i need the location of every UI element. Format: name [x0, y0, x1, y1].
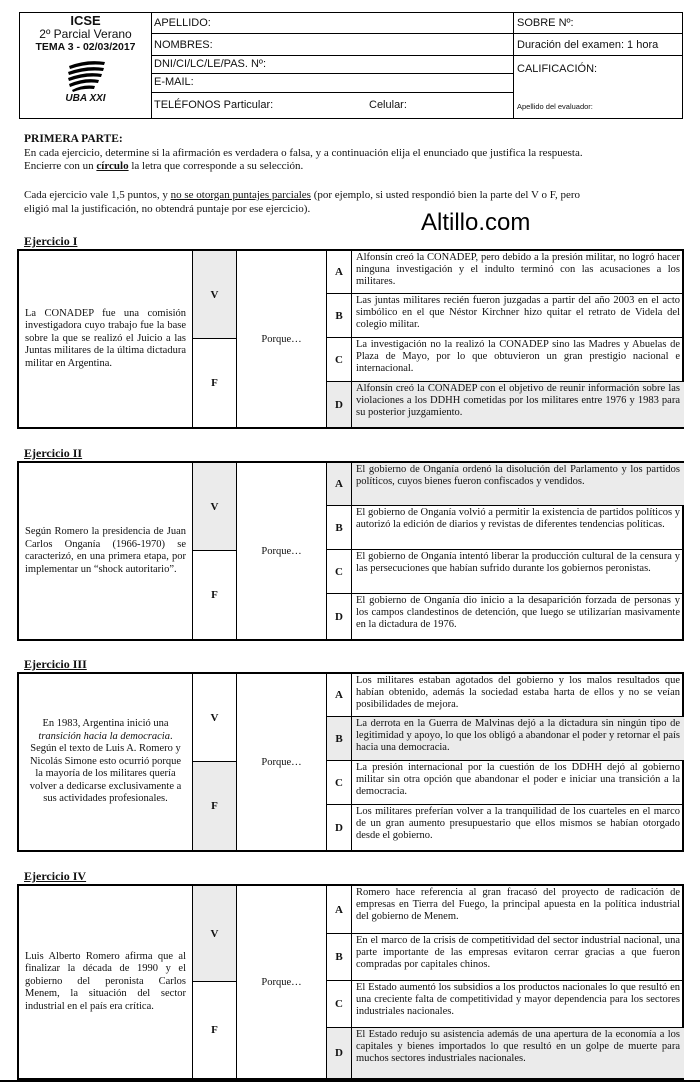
exam-name: 2º Parcial Verano [39, 27, 132, 41]
exercise-statement [19, 463, 193, 639]
section-title: PRIMERA PARTE: [24, 133, 123, 145]
option-text: Alfonsín creó la CONADEP con el objetivo de reunir información sobre las violaciones a los DDHH cometidas por los militares entre 1976 y 1983 para su posterior juzgamiento. [356, 383, 680, 419]
calificacion-label: CALIFICACIÓN: [517, 63, 598, 75]
instr-text: Encierre con un [24, 160, 97, 172]
option-letter[interactable]: A [327, 251, 352, 293]
option-text: El Estado redujo su asistencia además de una apertura de la economía a los capitales y bienes importados lo que resultó en un golpe de muerte para muchos sectores industriales nacionales. [356, 1029, 680, 1065]
apellido-label: APELLIDO: [154, 17, 211, 29]
option-letter[interactable]: B [327, 934, 352, 980]
false-option[interactable]: F [193, 339, 237, 427]
uba-xxi-logo-icon [63, 57, 109, 93]
duracion-cell [513, 34, 682, 56]
org-name: ICSE [70, 13, 101, 28]
option-d[interactable] [327, 805, 684, 850]
porque-label: Porque… [237, 886, 327, 1078]
option-letter[interactable]: A [327, 886, 352, 933]
porque-label: Porque… [237, 463, 327, 639]
option-a[interactable] [327, 674, 684, 717]
option-letter[interactable]: D [327, 805, 352, 850]
option-letter[interactable]: C [327, 550, 352, 593]
false-option[interactable]: F [193, 762, 237, 850]
exercise-statement [19, 886, 193, 1078]
exercise-statement [19, 251, 193, 427]
instr-emphasis: círculo [96, 160, 129, 172]
porque-label: Porque… [237, 251, 327, 427]
option-text: El gobierno de Onganía dio inicio a la desaparición forzada de personas y los campos clandestinos de detención, que luego se utilizarían masivamente en la dictadura de 1976. [356, 595, 680, 631]
exercise-title: Ejercicio II [24, 446, 83, 460]
celular-label: Celular: [369, 99, 407, 111]
option-text: La investigación no la realizó la CONADEP sino las Madres y Abuelas de Plaza de Mayo, por lo que obtuvieron un gran prestigio nacional e internacional. [356, 339, 680, 375]
statement-text: Según Romero la presidencia de Juan Carlos Onganía (1966-1970) se caracterizó, en una primera etapa, por implementar un “shock autoritario”. [25, 526, 186, 575]
option-letter[interactable]: D [327, 1028, 352, 1078]
duracion-label: Duración del examen: 1 hora [517, 39, 659, 51]
nombres-label: NOMBRES: [154, 39, 213, 51]
institution-block [20, 13, 152, 118]
false-option[interactable]: F [193, 982, 237, 1078]
nombres-field[interactable] [151, 34, 513, 56]
option-letter[interactable]: B [327, 717, 352, 760]
option-b[interactable] [327, 506, 684, 550]
option-text: Los militares estaban agotados del gobierno y los malos resultados que habían obtenido, además la sociedad estaba harta de ellos y no se veían posibilidades de mejora. [356, 675, 680, 711]
sobre-field[interactable] [513, 13, 682, 34]
instructions-line-2 [24, 160, 684, 173]
evaluador-field[interactable] [514, 97, 682, 117]
scoring-text: (por ejemplo, si usted respondió bien la parte del V o F, pero [310, 189, 581, 201]
exam-header [19, 12, 683, 119]
option-letter[interactable]: B [327, 506, 352, 549]
instr-text: la letra que corresponde a su selección. [128, 160, 304, 172]
telefono-field[interactable] [151, 93, 391, 118]
option-b[interactable] [327, 717, 684, 761]
option-letter[interactable]: C [327, 338, 352, 381]
statement-part: En 1983, Argentina inició una [42, 718, 169, 730]
option-c[interactable] [327, 981, 684, 1028]
option-letter[interactable]: D [327, 382, 352, 427]
telefono-label: TELÉFONOS Particular: [154, 99, 274, 111]
option-letter[interactable]: A [327, 674, 352, 716]
email-label: E-MAIL: [154, 76, 194, 88]
watermark: Altillo.com [421, 209, 531, 236]
option-text: Alfonsín creó la CONADEP, pero debido a la presión militar, no logró hacer ninguna investigación y el indulto terminó con las acusaciones a los militares. [356, 252, 680, 288]
option-text: El gobierno de Onganía volvió a permitir la existencia de partidos políticos y autorizó la edición de diarios y revistas de diferentes tendencias políticas. [356, 507, 680, 531]
false-option[interactable]: F [193, 551, 237, 639]
option-a[interactable] [327, 251, 684, 294]
statement-part: . Según el texto de Luis A. Romero y Nicolás Simone esto ocurrió porque la mayoría de los militares quería volver a dedicarse exclusivamente a sus actividades profesionales. [29, 730, 182, 805]
dni-label: DNI/CI/LC/LE/PAS. Nº: [154, 58, 267, 70]
option-letter[interactable]: A [327, 463, 352, 505]
statement-text: Luis Alberto Romero afirma que al finalizar la década de 1990 y el gobierno del peronista Carlos Menem, la situación del sector industrial en el país era crítica. [25, 950, 186, 1012]
scoring-line-2: eligió mal la justificación, no obtendrá puntaje por ese ejercicio). [24, 203, 311, 215]
evaluador-label: Apellido del evaluador: [517, 102, 593, 111]
statement-emphasis: transición hacia la democracia [38, 730, 170, 742]
option-text: Romero hace referencia al gran fracasó del proyecto de radicación de empresas en Tierra del Fuego, la principal apuesta en la política industrial del gobierno de Menem. [356, 887, 680, 923]
exam-topic-date: TEMA 3 - 02/03/2017 [35, 41, 136, 53]
option-text: El gobierno de Onganía ordenó la disolución del Parlamento y los partidos políticos, cuyos bienes fueron confiscados y vendidos. [356, 464, 680, 488]
scoring-text: Cada ejercicio vale 1,5 puntos, y [24, 189, 171, 201]
email-field[interactable] [151, 74, 513, 93]
scoring-emphasis: no se otorgan puntajes parciales [170, 189, 311, 201]
option-text: Los militares preferían volver a la tranquilidad de los cuarteles en el marco de un gran aumento presupuestario que ellos mismos se habían otorgado desde el gobierno. [356, 806, 680, 842]
option-text: El gobierno de Onganía intentó liberar la producción cultural de la censura y las persecuciones que habían sufrido durante los gobiernos peronistas. [356, 551, 680, 575]
true-option[interactable]: V [193, 463, 237, 551]
option-d[interactable] [327, 1028, 684, 1078]
logo-text: UBA XXI [65, 93, 106, 104]
option-text: La presión internacional por la cuestión de los DDHH dejó al gobierno militar sin otra opción que abandonar el poder e iniciar una transición a la democracia. [356, 762, 680, 798]
exercise-1-table [17, 249, 684, 429]
page-bottom-rule [0, 1080, 700, 1082]
exercise-statement [19, 674, 193, 850]
porque-label: Porque… [237, 674, 327, 850]
statement-text [25, 718, 186, 806]
dni-field[interactable] [151, 56, 513, 74]
sobre-label: SOBRE Nº: [517, 17, 574, 29]
exercise-4-table [17, 884, 684, 1080]
option-b[interactable] [327, 934, 684, 981]
apellido-field[interactable] [151, 13, 513, 34]
true-option[interactable]: V [193, 251, 237, 339]
option-a[interactable] [327, 886, 684, 934]
option-d[interactable] [327, 594, 684, 639]
exercise-title: Ejercicio III [24, 657, 87, 671]
exercise-title: Ejercicio I [24, 234, 78, 248]
option-c[interactable] [327, 338, 684, 382]
option-letter[interactable]: D [327, 594, 352, 639]
option-b[interactable] [327, 294, 684, 338]
exercise-title: Ejercicio IV [24, 869, 87, 883]
exercise-2-table [17, 461, 684, 641]
instructions-line-1: En cada ejercicio, determine si la afirmación es verdadera o falsa, y a continuación elija el enunciado que justifica la respuesta. [24, 147, 583, 159]
option-letter[interactable]: B [327, 294, 352, 337]
option-d[interactable] [327, 382, 684, 427]
option-letter[interactable]: C [327, 761, 352, 804]
celular-field[interactable] [366, 93, 513, 118]
option-text: La derrota en la Guerra de Malvinas dejó a la dictadura sin ningún tipo de legitimidad y apoyo, lo que los obligó a abandonar el poder y retornar el país hacia una democracia. [356, 718, 680, 754]
true-option[interactable]: V [193, 674, 237, 762]
option-text: En el marco de la crisis de competitividad del sector industrial nacional, una parte importante de las empresas evitaron cerrar gracias a que fueron compradas por capitales chinos. [356, 935, 680, 971]
scoring-line-1 [24, 189, 684, 202]
option-letter[interactable]: C [327, 981, 352, 1027]
option-text: El Estado aumentó los subsidios a los productos nacionales lo que resultó en una creciente falta de competitividad y mayor dependencia para los sectores industriales nacionales. [356, 982, 680, 1018]
statement-text: La CONADEP fue una comisión investigadora cuyo trabajo fue la base sobre la que se realizó el Juicio a las Juntas militares de la última dictadura militar en Argentina. [25, 307, 186, 369]
option-c[interactable] [327, 761, 684, 805]
option-text: Las juntas militares recién fueron juzgadas a partir del año 2003 en el acto simbólico en el que Néstor Kirchner hizo quitar el retrato de Videla del colegio militar. [356, 295, 680, 331]
option-c[interactable] [327, 550, 684, 594]
option-a[interactable] [327, 463, 684, 506]
true-option[interactable]: V [193, 886, 237, 982]
exercise-3-table [17, 672, 684, 852]
